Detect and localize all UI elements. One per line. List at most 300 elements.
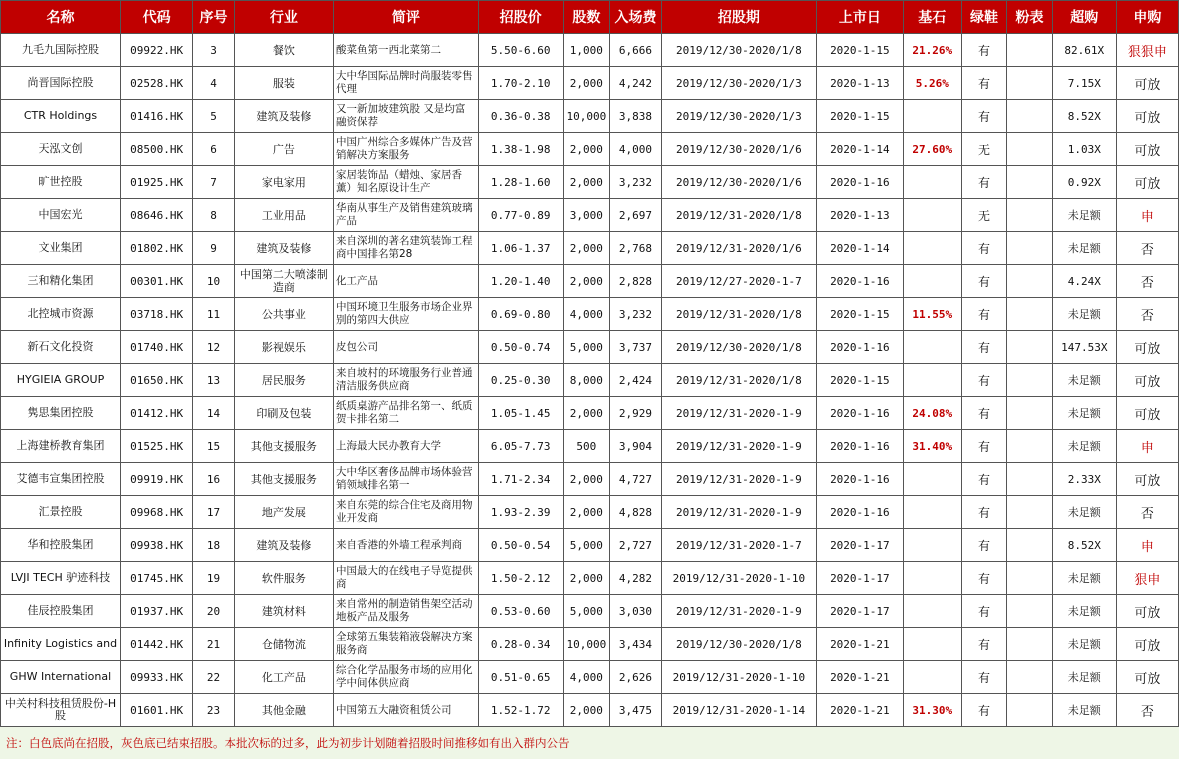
cell-desc: 中国最大的在线电子导览提供商 [334,562,479,595]
cell-fee: 3,232 [610,298,662,331]
cell-code: 03718.HK [120,298,192,331]
cell-period: 2019/12/31-2020-1-9 [661,496,816,529]
cell-pink [1007,529,1053,562]
cell-greenshoe: 有 [961,430,1007,463]
column-header-listing: 上市日 [816,1,903,34]
cell-period: 2019/12/31-2020-1-9 [661,430,816,463]
cell-desc: 来自香港的外墙工程承判商 [334,529,479,562]
cell-fee: 6,666 [610,34,662,67]
cell-period: 2019/12/31-2020/1/6 [661,232,816,265]
cell-cornerstone [903,232,961,265]
cell-oversub: 未足额 [1052,232,1116,265]
cell-desc: 来自常州的制造销售架空活动地板产品及服务 [334,595,479,628]
table-row [1,595,1179,628]
cell-pink [1007,265,1053,298]
cell-greenshoe: 有 [961,298,1007,331]
cell-name: 尚晋国际控股 [1,67,121,100]
cell-no: 10 [193,265,234,298]
table-row [1,166,1179,199]
cell-listing: 2020-1-16 [816,397,903,430]
cell-shares: 1,000 [563,34,610,67]
cell-oversub: 8.52X [1052,100,1116,133]
cell-oversub: 未足额 [1052,661,1116,694]
cell-code: 01925.HK [120,166,192,199]
cell-desc: 全球第五集装箱液袋解决方案服务商 [334,628,479,661]
cell-no: 4 [193,67,234,100]
cell-price: 1.70-2.10 [478,67,563,100]
cell-greenshoe: 有 [961,232,1007,265]
column-header-apply: 申购 [1116,1,1178,34]
cell-pink [1007,463,1053,496]
cell-code: 08646.HK [120,199,192,232]
cell-apply: 可放 [1116,100,1178,133]
footnote: 注：白色底尚在招股，灰色底已结束招股。本批次标的过多，此为初步计划随着招股时间推移如有出入群内公告 [0,727,1179,759]
cell-listing: 2020-1-15 [816,298,903,331]
cell-name: 隽思集团控股 [1,397,121,430]
cell-cornerstone [903,331,961,364]
cell-cornerstone: 5.26% [903,67,961,100]
cell-code: 01442.HK [120,628,192,661]
cell-price: 5.50-6.60 [478,34,563,67]
cell-apply: 否 [1116,298,1178,331]
table-row [1,100,1179,133]
cell-period: 2019/12/30-2020/1/8 [661,628,816,661]
cell-code: 01745.HK [120,562,192,595]
column-header-desc: 简评 [334,1,479,34]
cell-code: 09933.HK [120,661,192,694]
cell-code: 09922.HK [120,34,192,67]
cell-name: 新石文化投资 [1,331,121,364]
cell-period: 2019/12/31-2020/1/8 [661,298,816,331]
cell-listing: 2020-1-15 [816,34,903,67]
cell-no: 6 [193,133,234,166]
cell-code: 01650.HK [120,364,192,397]
cell-pink [1007,232,1053,265]
cell-shares: 500 [563,430,610,463]
table-row [1,265,1179,298]
column-header-oversub: 超购 [1052,1,1116,34]
table-row [1,463,1179,496]
cell-greenshoe: 无 [961,133,1007,166]
cell-oversub: 0.92X [1052,166,1116,199]
cell-desc: 纸质桌游产品排名第一、纸质贺卡排名第二 [334,397,479,430]
cell-fee: 3,838 [610,100,662,133]
cell-desc: 来自东莞的综合住宅及商用物业开发商 [334,496,479,529]
cell-apply: 可放 [1116,595,1178,628]
cell-oversub: 4.24X [1052,265,1116,298]
table-row [1,67,1179,100]
cell-industry: 其他支援服务 [234,463,333,496]
cell-code: 00301.HK [120,265,192,298]
cell-fee: 4,242 [610,67,662,100]
cell-cornerstone: 24.08% [903,397,961,430]
cell-industry: 化工产品 [234,661,333,694]
cell-fee: 2,626 [610,661,662,694]
cell-listing: 2020-1-17 [816,595,903,628]
cell-fee: 2,929 [610,397,662,430]
cell-period: 2019/12/31-2020-1-10 [661,562,816,595]
cell-listing: 2020-1-16 [816,430,903,463]
cell-industry: 广告 [234,133,333,166]
cell-apply: 可放 [1116,166,1178,199]
cell-industry: 软件服务 [234,562,333,595]
column-header-pink: 粉表 [1007,1,1053,34]
cell-price: 0.69-0.80 [478,298,563,331]
cell-greenshoe: 有 [961,34,1007,67]
table-row [1,364,1179,397]
cell-fee: 3,904 [610,430,662,463]
cell-no: 22 [193,661,234,694]
cell-apply: 狠申 [1116,562,1178,595]
cell-price: 1.71-2.34 [478,463,563,496]
cell-greenshoe: 有 [961,562,1007,595]
cell-desc: 中国第五大融资租赁公司 [334,694,479,727]
cell-fee: 3,232 [610,166,662,199]
cell-period: 2019/12/31-2020-1-9 [661,595,816,628]
cell-name: 天泓文创 [1,133,121,166]
cell-apply: 否 [1116,496,1178,529]
cell-cornerstone [903,562,961,595]
cell-cornerstone: 31.30% [903,694,961,727]
cell-oversub: 未足额 [1052,298,1116,331]
cell-industry: 工业用品 [234,199,333,232]
cell-listing: 2020-1-21 [816,628,903,661]
table-row [1,298,1179,331]
cell-greenshoe: 有 [961,661,1007,694]
cell-pink [1007,562,1053,595]
cell-name: 九毛九国际控股 [1,34,121,67]
cell-cornerstone [903,265,961,298]
cell-shares: 2,000 [563,562,610,595]
cell-pink [1007,628,1053,661]
cell-code: 01412.HK [120,397,192,430]
cell-price: 0.53-0.60 [478,595,563,628]
cell-listing: 2020-1-16 [816,496,903,529]
cell-name: 三和精化集团 [1,265,121,298]
cell-fee: 2,768 [610,232,662,265]
cell-no: 20 [193,595,234,628]
table-row [1,496,1179,529]
cell-price: 1.28-1.60 [478,166,563,199]
table-row [1,199,1179,232]
cell-cornerstone [903,496,961,529]
cell-name: HYGIEIA GROUP [1,364,121,397]
cell-name: 佳辰控股集团 [1,595,121,628]
cell-desc: 家居装饰品（蜡烛、家居香薰）知名原设计生产 [334,166,479,199]
cell-name: 中国宏光 [1,199,121,232]
cell-no: 12 [193,331,234,364]
cell-greenshoe: 有 [961,265,1007,298]
cell-apply: 可放 [1116,463,1178,496]
cell-no: 17 [193,496,234,529]
cell-oversub: 未足额 [1052,430,1116,463]
cell-price: 6.05-7.73 [478,430,563,463]
cell-industry: 餐饮 [234,34,333,67]
cell-period: 2019/12/30-2020/1/8 [661,331,816,364]
cell-cornerstone [903,100,961,133]
cell-greenshoe: 有 [961,529,1007,562]
cell-pink [1007,661,1053,694]
cell-desc: 大中华区奢侈品牌市场体验营销领域排名第一 [334,463,479,496]
table-row [1,562,1179,595]
cell-price: 0.36-0.38 [478,100,563,133]
cell-apply: 可放 [1116,133,1178,166]
cell-apply: 申 [1116,430,1178,463]
cell-code: 01525.HK [120,430,192,463]
cell-oversub: 8.52X [1052,529,1116,562]
cell-desc: 华南从事生产及销售建筑玻璃产品 [334,199,479,232]
cell-name: Infinity Logistics and [1,628,121,661]
cell-desc: 酸菜鱼第一西北菜第二 [334,34,479,67]
cell-pink [1007,331,1053,364]
cell-code: 02528.HK [120,67,192,100]
header-row [1,1,1179,34]
cell-shares: 10,000 [563,100,610,133]
cell-code: 09938.HK [120,529,192,562]
cell-price: 0.25-0.30 [478,364,563,397]
cell-oversub: 未足额 [1052,364,1116,397]
cell-name: 中关村科技租赁股份-H股 [1,694,121,727]
cell-industry: 建筑及装修 [234,100,333,133]
cell-shares: 2,000 [563,397,610,430]
table-row [1,34,1179,67]
cell-cornerstone [903,364,961,397]
cell-listing: 2020-1-16 [816,331,903,364]
cell-greenshoe: 有 [961,694,1007,727]
cell-shares: 2,000 [563,67,610,100]
cell-greenshoe: 有 [961,397,1007,430]
cell-period: 2019/12/31-2020-1-14 [661,694,816,727]
cell-name: 文业集团 [1,232,121,265]
cell-desc: 来自坡村的环境服务行业普通清洁服务供应商 [334,364,479,397]
table-body [1,34,1179,727]
cell-desc: 皮包公司 [334,331,479,364]
table-row [1,628,1179,661]
cell-code: 01740.HK [120,331,192,364]
cell-desc: 综合化学品服务市场的应用化学中间体供应商 [334,661,479,694]
cell-oversub: 82.61X [1052,34,1116,67]
cell-industry: 公共事业 [234,298,333,331]
cell-shares: 4,000 [563,298,610,331]
cell-pink [1007,166,1053,199]
cell-name: 汇景控股 [1,496,121,529]
cell-apply: 可放 [1116,397,1178,430]
cell-period: 2019/12/31-2020/1/8 [661,364,816,397]
column-header-greenshoe: 绿鞋 [961,1,1007,34]
cell-greenshoe: 无 [961,199,1007,232]
cell-listing: 2020-1-16 [816,463,903,496]
cell-period: 2019/12/30-2020/1/6 [661,166,816,199]
cell-no: 7 [193,166,234,199]
cell-oversub: 未足额 [1052,562,1116,595]
cell-price: 1.38-1.98 [478,133,563,166]
cell-name: 北控城市资源 [1,298,121,331]
cell-listing: 2020-1-21 [816,694,903,727]
cell-listing: 2020-1-14 [816,133,903,166]
cell-shares: 2,000 [563,496,610,529]
cell-period: 2019/12/31-2020/1/8 [661,199,816,232]
cell-apply: 可放 [1116,628,1178,661]
cell-shares: 3,000 [563,199,610,232]
cell-no: 5 [193,100,234,133]
cell-industry: 中国第二大喷漆制造商 [234,265,333,298]
cell-apply: 可放 [1116,331,1178,364]
cell-price: 1.93-2.39 [478,496,563,529]
cell-period: 2019/12/31-2020-1-10 [661,661,816,694]
cell-apply: 可放 [1116,364,1178,397]
cell-oversub: 未足额 [1052,397,1116,430]
table-row [1,397,1179,430]
cell-industry: 其他支援服务 [234,430,333,463]
cell-desc: 中国广州综合多媒体广告及营销解决方案服务 [334,133,479,166]
cell-code: 09968.HK [120,496,192,529]
cell-oversub: 未足额 [1052,595,1116,628]
cell-pink [1007,133,1053,166]
cell-oversub: 147.53X [1052,331,1116,364]
cell-fee: 2,727 [610,529,662,562]
cell-fee: 4,282 [610,562,662,595]
cell-pink [1007,199,1053,232]
cell-cornerstone [903,463,961,496]
cell-pink [1007,694,1053,727]
cell-apply: 可放 [1116,661,1178,694]
cell-fee: 2,424 [610,364,662,397]
cell-listing: 2020-1-21 [816,661,903,694]
cell-pink [1007,34,1053,67]
cell-price: 0.50-0.54 [478,529,563,562]
cell-desc: 化工产品 [334,265,479,298]
cell-period: 2019/12/31-2020-1-9 [661,397,816,430]
cell-shares: 5,000 [563,595,610,628]
cell-name: 上海建桥教育集团 [1,430,121,463]
cell-shares: 2,000 [563,232,610,265]
cell-price: 1.52-1.72 [478,694,563,727]
cell-cornerstone [903,661,961,694]
cell-no: 9 [193,232,234,265]
cell-cornerstone: 11.55% [903,298,961,331]
cell-listing: 2020-1-17 [816,562,903,595]
cell-no: 15 [193,430,234,463]
cell-fee: 4,828 [610,496,662,529]
cell-pink [1007,397,1053,430]
column-header-no: 序号 [193,1,234,34]
table-row [1,694,1179,727]
column-header-shares: 股数 [563,1,610,34]
cell-shares: 5,000 [563,529,610,562]
cell-no: 8 [193,199,234,232]
cell-no: 21 [193,628,234,661]
cell-price: 1.20-1.40 [478,265,563,298]
cell-industry: 建筑及装修 [234,232,333,265]
cell-oversub: 未足额 [1052,199,1116,232]
cell-code: 08500.HK [120,133,192,166]
cell-apply: 否 [1116,232,1178,265]
cell-cornerstone [903,628,961,661]
cell-fee: 3,475 [610,694,662,727]
column-header-fee: 入场费 [610,1,662,34]
cell-name: CTR Holdings [1,100,121,133]
cell-oversub: 未足额 [1052,694,1116,727]
cell-name: 旷世控股 [1,166,121,199]
cell-shares: 2,000 [563,166,610,199]
cell-apply: 可放 [1116,67,1178,100]
cell-shares: 2,000 [563,463,610,496]
cell-pink [1007,496,1053,529]
cell-fee: 3,434 [610,628,662,661]
cell-shares: 4,000 [563,661,610,694]
cell-code: 01416.HK [120,100,192,133]
cell-price: 1.06-1.37 [478,232,563,265]
column-header-price: 招股价 [478,1,563,34]
cell-fee: 3,030 [610,595,662,628]
cell-apply: 申 [1116,199,1178,232]
cell-no: 16 [193,463,234,496]
cell-greenshoe: 有 [961,331,1007,364]
cell-pink [1007,67,1053,100]
cell-period: 2019/12/30-2020/1/8 [661,34,816,67]
cell-industry: 影视娱乐 [234,331,333,364]
cell-listing: 2020-1-16 [816,265,903,298]
cell-shares: 2,000 [563,694,610,727]
cell-greenshoe: 有 [961,100,1007,133]
cell-greenshoe: 有 [961,496,1007,529]
cell-no: 18 [193,529,234,562]
cell-listing: 2020-1-13 [816,67,903,100]
cell-listing: 2020-1-14 [816,232,903,265]
cell-price: 0.77-0.89 [478,199,563,232]
cell-apply: 狠狠申 [1116,34,1178,67]
cell-industry: 其他金融 [234,694,333,727]
cell-pink [1007,298,1053,331]
cell-no: 19 [193,562,234,595]
cell-listing: 2020-1-17 [816,529,903,562]
cell-desc: 来自深圳的著名建筑装饰工程商中国排名第28 [334,232,479,265]
cell-pink [1007,100,1053,133]
cell-code: 09919.HK [120,463,192,496]
cell-industry: 居民服务 [234,364,333,397]
cell-no: 13 [193,364,234,397]
cell-code: 01601.HK [120,694,192,727]
cell-no: 23 [193,694,234,727]
cell-industry: 仓储物流 [234,628,333,661]
cell-price: 1.05-1.45 [478,397,563,430]
cell-industry: 家电家用 [234,166,333,199]
cell-industry: 服装 [234,67,333,100]
cell-greenshoe: 有 [961,166,1007,199]
cell-fee: 2,697 [610,199,662,232]
cell-price: 1.50-2.12 [478,562,563,595]
column-header-period: 招股期 [661,1,816,34]
cell-oversub: 7.15X [1052,67,1116,100]
cell-name: LVJI TECH 驴迹科技 [1,562,121,595]
cell-listing: 2020-1-13 [816,199,903,232]
cell-desc: 大中华国际品牌时尚服装零售代理 [334,67,479,100]
cell-no: 3 [193,34,234,67]
cell-pink [1007,430,1053,463]
cell-shares: 10,000 [563,628,610,661]
cell-shares: 8,000 [563,364,610,397]
cell-greenshoe: 有 [961,595,1007,628]
cell-period: 2019/12/31-2020-1-9 [661,463,816,496]
cell-industry: 地产发展 [234,496,333,529]
cell-industry: 建筑材料 [234,595,333,628]
cell-cornerstone: 31.40% [903,430,961,463]
cell-name: GHW International [1,661,121,694]
cell-listing: 2020-1-15 [816,364,903,397]
cell-period: 2019/12/27-2020-1-7 [661,265,816,298]
cell-price: 0.50-0.74 [478,331,563,364]
cell-fee: 3,737 [610,331,662,364]
